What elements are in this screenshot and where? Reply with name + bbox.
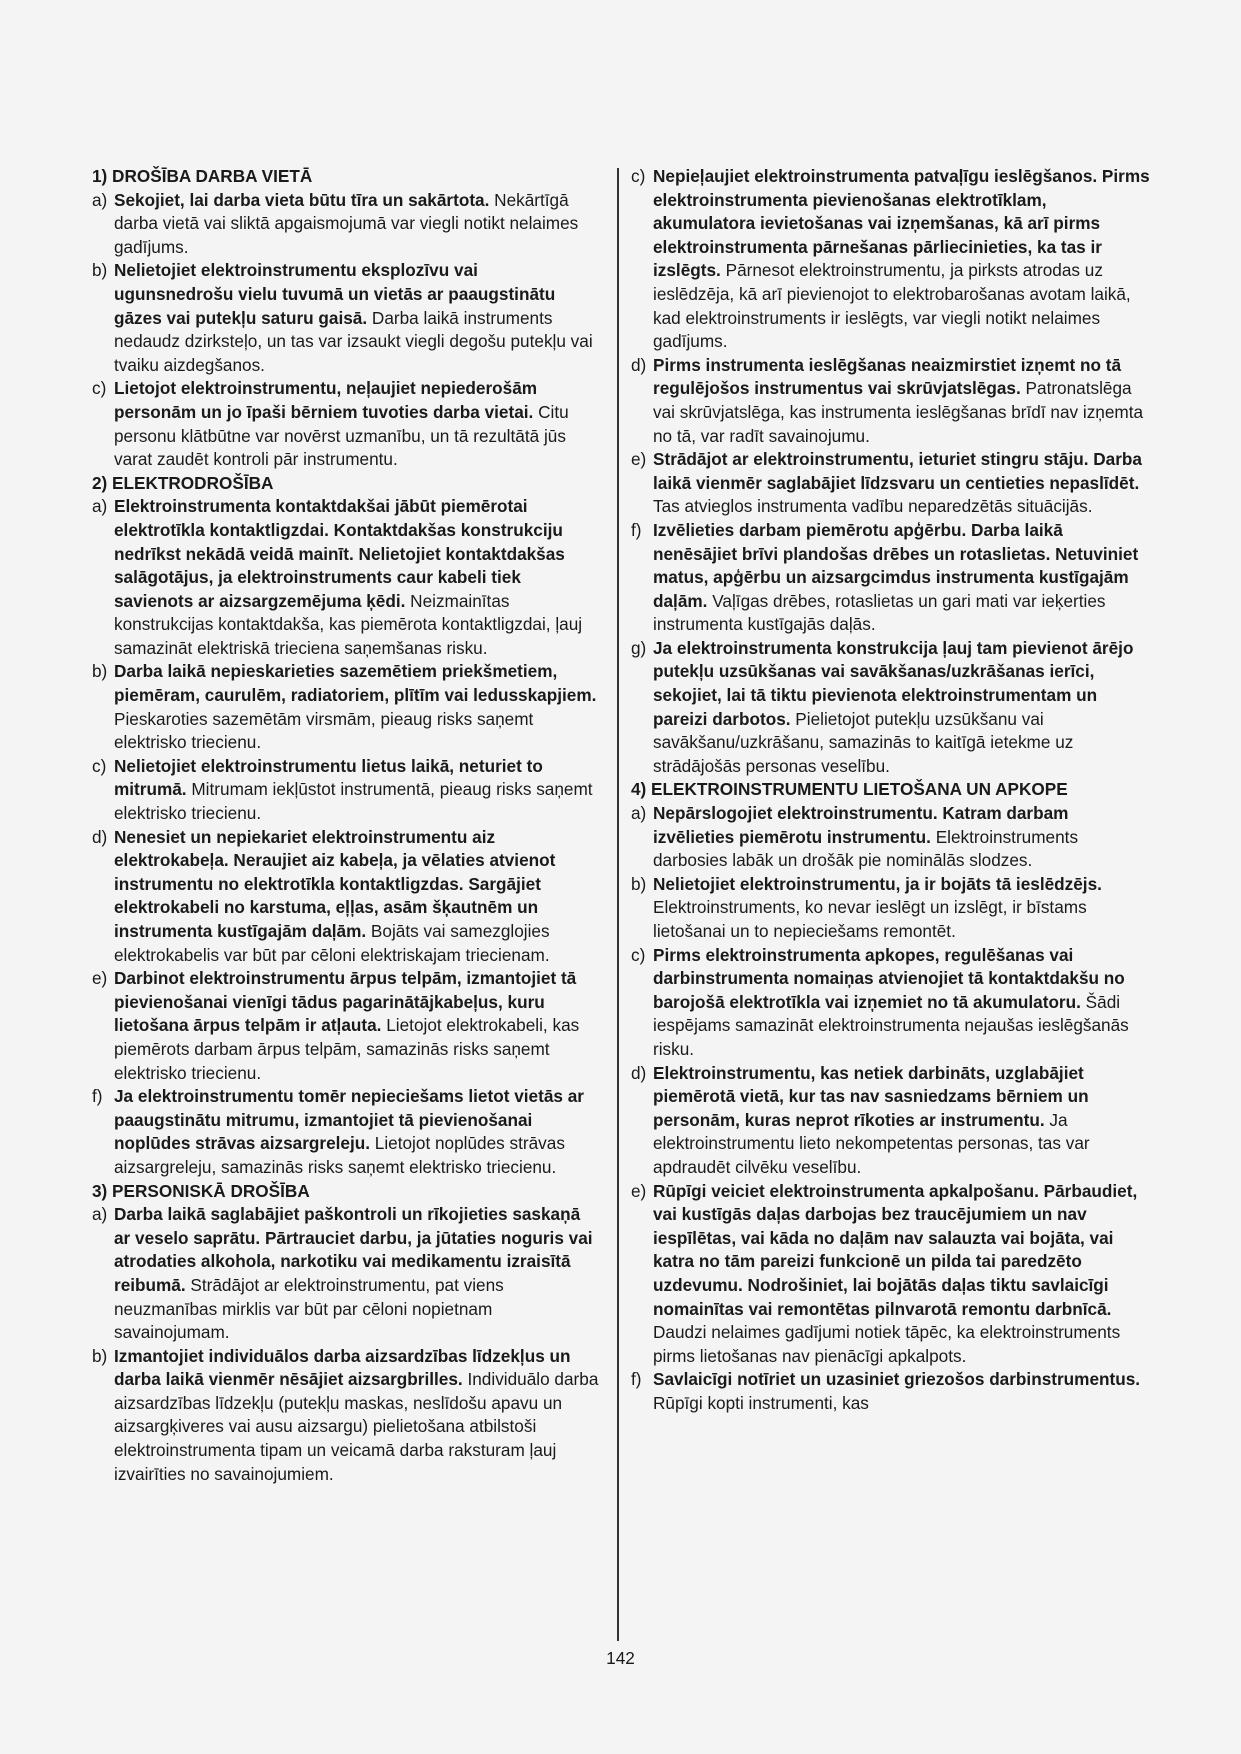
list-item bbox=[92, 377, 600, 471]
list-item bbox=[92, 826, 600, 968]
list-item bbox=[92, 755, 600, 826]
item-text bbox=[653, 165, 1151, 354]
item-normal-text: Lietojot noplūdes strāvas aizsargreleju, samazinās risks saņemt elektrisko triecienu. bbox=[114, 1133, 565, 1177]
list-item bbox=[92, 189, 600, 260]
list-item bbox=[631, 519, 1151, 637]
item-normal-text: Patronatslēga vai skrūvjatslēga, kas instrumenta ieslēgšanas brīdī nav izņemta no tā, var radīt savainojumu. bbox=[653, 378, 1144, 446]
page-number: 142 bbox=[606, 1648, 635, 1668]
item-bold-text: Elektroinstrumentu, kas netiek darbināts, uzglabājiet piemērotā vietā, kur tas nav sasniedzams bērniem un personām, kuras neprot rīkoties ar instrumentu. bbox=[653, 1062, 1089, 1130]
item-bold-text: Nepārslogojiet elektroinstrumentu. Katram darbam izvēlieties piemērotu instrumentu. bbox=[653, 803, 1069, 847]
item-normal-text: Pārnesot elektroinstrumentu, ja pirksts atrodas uz ieslēdzēja, kā arī pievienojot to elektrobarošanas avotam laikā, kad elektroinstruments ir ieslēgts, var viegli notikt nelaimes gadījums. bbox=[653, 260, 1131, 352]
list-item bbox=[631, 165, 1151, 354]
item-bold-text: Nelietojiet elektroinstrumentu eksplozīvu vai ugunsnedrošu vielu tuvumā un vietās ar paaugstinātu gāzes vai putekļu saturu gaisā. bbox=[114, 260, 556, 328]
item-normal-text: Rūpīgi kopti instrumenti, kas bbox=[653, 1392, 869, 1413]
list-item bbox=[631, 637, 1151, 779]
right-column bbox=[631, 165, 1151, 1415]
list-item bbox=[631, 1180, 1151, 1369]
item-text bbox=[114, 259, 600, 377]
item-text bbox=[653, 1062, 1151, 1180]
item-text bbox=[114, 1345, 600, 1487]
item-marker: g) bbox=[631, 637, 647, 658]
list-item bbox=[631, 802, 1151, 873]
item-bold-text: Darba laikā nepieskarieties sazemētiem priekšmetiem, piemēram, caurulēm, radiatoriem, plītīm vai ledusskapjiem. bbox=[114, 661, 597, 706]
item-bold-text: Lietojot elektroinstrumentu, neļaujiet nepiederošām personām un jo īpaši bērniem tuvoties darba vietai. bbox=[114, 378, 538, 422]
item-normal-text: Lietojot elektrokabeli, kas piemērots darbam ārpus telpām, samazinās risks saņemt elektrisko triecienu. bbox=[114, 1015, 580, 1083]
item-marker: e) bbox=[631, 449, 647, 470]
item-text bbox=[114, 967, 600, 1085]
item-marker: a) bbox=[631, 803, 647, 824]
list-item bbox=[631, 1062, 1151, 1180]
item-marker: b) bbox=[92, 1345, 108, 1366]
item-bold-text: Darba laikā saglabājiet paškontroli un rīkojieties saskaņā ar veselo saprātu. Pārtrauciet darbu, ja jūtaties noguris vai atrodaties alkohola, narkotiku vai medikamentu izraisītā reibumā. bbox=[114, 1204, 593, 1295]
item-text bbox=[653, 944, 1151, 1062]
item-normal-text: Elektroinstruments, ko nevar ieslēgt un izslēgt, ir bīstams lietošanai un to nepieciešams remontēt. bbox=[653, 897, 1087, 941]
item-bold-text: Izvēlieties darbam piemērotu apģērbu. Darba laikā nenēsājiet brīvi plandošas drēbes un rotaslietas. Netuviniet matus, apģērbu un aizsargcimdus instrumenta kustīgajām daļām. bbox=[653, 519, 1139, 611]
item-bold-text: Ja elektroinstrumentu tomēr nepieciešams lietot vietās ar paaugstinātu mitrumu, izmantojiet tā pievienošanai noplūdes strāvas aizsargreleju. bbox=[114, 1086, 584, 1154]
item-normal-text: Darba laikā instruments nedaudz dzirksteļo, un tas var izsaukt viegli degošu putekļu vai tvaiku aizdegšanos. bbox=[114, 307, 593, 375]
item-text bbox=[114, 660, 600, 754]
item-bold-text: Darbinot elektroinstrumentu ārpus telpām, izmantojiet tā pievienošanai vienīgi tādus pagarinātājkabeļus, kuru lietošana ārpus telpām ir atļauta. bbox=[114, 968, 577, 1036]
item-text bbox=[114, 1203, 600, 1345]
item-normal-text: Citu personu klātbūtne var novērst uzmanību, un tā rezultātā jūs varat zaudēt kontroli pār instrumentu. bbox=[114, 401, 569, 470]
item-text bbox=[653, 1180, 1151, 1369]
list-item bbox=[631, 354, 1151, 448]
item-normal-text: Pieskaroties sazemētām virsmām, pieaug risks saņemt elektrisko triecienu. bbox=[114, 708, 534, 753]
item-normal-text: Nekārtīgā darba vietā vai sliktā apgaismojumā var viegli notikt nelaimes gadījums. bbox=[114, 189, 579, 257]
item-marker: d) bbox=[92, 826, 108, 847]
item-marker: a) bbox=[92, 189, 108, 210]
item-text bbox=[653, 448, 1151, 519]
item-bold-text: Ja elektroinstrumenta konstrukcija ļauj tam pievienot ārējo putekļu uzsūkšanas vai savākšanas/uzkrāšanas ierīci, sekojiet, lai tā tiktu pievienota elektroinstrumentam un pareizi darbotos. bbox=[653, 637, 1134, 729]
item-text bbox=[653, 873, 1151, 944]
item-text bbox=[653, 802, 1151, 873]
item-text bbox=[114, 755, 600, 826]
item-text bbox=[653, 354, 1151, 448]
item-marker: f) bbox=[631, 1369, 642, 1390]
item-bold-text: Nelietojiet elektroinstrumentu, ja ir bojāts tā ieslēdzējs. bbox=[653, 873, 1102, 894]
list-item bbox=[631, 944, 1151, 1062]
section-heading: 1) DROŠĪBA DARBA VIETĀ bbox=[92, 166, 313, 186]
section-heading: 4) ELEKTROINSTRUMENTU LIETOŠANA UN APKOPE bbox=[631, 779, 1068, 800]
item-bold-text: Nenesiet un nepiekariet elektroinstrumentu aiz elektrokabeļa. Neraujiet aiz kabeļa, ja vēlaties atvienot instrumentu no elektrotīkla kontaktligzdas. Sargājiet elektrokabeli no karstuma, eļļas, asām šķautnēm un instrumenta kustīgajām daļām. bbox=[114, 826, 556, 941]
item-normal-text: Mitrumam iekļūstot instrumentā, pieaug risks saņemt elektrisko triecienu. bbox=[114, 779, 593, 824]
item-marker: e) bbox=[631, 1180, 647, 1201]
item-marker: c) bbox=[631, 944, 646, 965]
list-item bbox=[631, 873, 1151, 944]
item-text bbox=[653, 637, 1151, 779]
item-normal-text: Bojāts vai samezglojies elektrokabelis var būt par cēloni elektriskajam triecienam. bbox=[114, 921, 550, 965]
item-normal-text: Elektroinstruments darbosies labāk un drošāk pie nominālās slodzes. bbox=[653, 826, 1079, 871]
item-normal-text: Daudzi nelaimes gadījumi notiek tāpēc, ka elektroinstruments pirms lietošanas nav pienācīgi apkalpots. bbox=[653, 1322, 1121, 1366]
section-heading: 3) PERSONISKĀ DROŠĪBA bbox=[92, 1180, 310, 1201]
item-normal-text: Tas atvieglos instrumenta vadību neparedzētās situācijās. bbox=[653, 496, 1093, 517]
item-marker: b) bbox=[92, 661, 108, 682]
item-text bbox=[653, 1368, 1151, 1415]
column-divider bbox=[617, 168, 619, 1641]
item-normal-text: Ja elektroinstrumentu lieto nekompetentas personas, tas var apdraudēt cilvēku veselību. bbox=[653, 1109, 1090, 1177]
item-normal-text: Individuālo darba aizsardzības līdzekļu (putekļu maskas, neslīdošu apavu un aizsargķiveres vai ausu aizsargu) pielietošana atbilstoši elektroinstrumenta tipam un veicamā darba raksturam ļauj izvairīties no savainojumiem. bbox=[114, 1369, 599, 1484]
item-bold-text: Pirms instrumenta ieslēgšanas neaizmirstiet izņemt no tā regulējošos instrumentus vai skrūvjatslēgas. bbox=[653, 354, 1122, 399]
list-item bbox=[92, 660, 600, 754]
item-marker: a) bbox=[92, 496, 108, 517]
item-text bbox=[114, 189, 600, 260]
list-item bbox=[92, 1345, 600, 1487]
item-bold-text: Nepieļaujiet elektroinstrumenta patvaļīgu ieslēgšanos. Pirms elektroinstrumenta pievienošanas elektrotīklam, akumulatora ievietošanas vai izņemšanas, kā arī pirms elektroinstrumenta pārnešanas pārliecinieties, ka tas ir izslēgts. bbox=[653, 166, 1150, 281]
item-normal-text: Šādi iespējams samazināt elektroinstrumenta nejaušas ieslēgšanās risku. bbox=[653, 991, 1129, 1059]
list-item bbox=[92, 1203, 600, 1345]
list-item bbox=[92, 1085, 600, 1179]
list-item bbox=[631, 1368, 1151, 1415]
item-bold-text: Strādājot ar elektroinstrumentu, ieturiet stingru stāju. Darba laikā vienmēr saglabājiet līdzsvaru un centieties nepaslīdēt. bbox=[653, 449, 1142, 493]
item-marker: d) bbox=[631, 1062, 647, 1083]
item-bold-text: Rūpīgi veiciet elektroinstrumenta apkalpošanu. Pārbaudiet, vai kustīgās daļas darbojas bez traucējumiem un nav iespīlētas, vai kāda no daļām nav salauzta vai bojāta, vai katra no tām pareizi funkcionē un pilda tai paredzēto uzdevumu. Nodrošiniet, lai bojātās daļas tiktu savlaicīgi nomainītas vai remontētas pilnvarotā remontu darbnīcā. bbox=[653, 1180, 1138, 1319]
item-bold-text: Savlaicīgi notīriet un uzasiniet griezošos darbinstrumentus. bbox=[653, 1369, 1141, 1390]
item-marker: a) bbox=[92, 1204, 108, 1225]
item-bold-text: Izmantojiet individuālos darba aizsardzības līdzekļus un darba laikā vienmēr nēsājiet aizsargbrilles. bbox=[114, 1345, 571, 1390]
item-normal-text: Pielietojot putekļu uzsūkšanu vai savākšanu/uzkrāšanu, samazinās to kaitīgā ietekme uz strādājošās personas veselību. bbox=[653, 708, 1074, 776]
item-marker: b) bbox=[631, 873, 647, 894]
item-bold-text: Sekojiet, lai darba vieta būtu tīra un sakārtota. bbox=[114, 189, 490, 210]
item-marker: d) bbox=[631, 354, 647, 375]
item-marker: c) bbox=[631, 166, 646, 186]
list-item bbox=[92, 967, 600, 1085]
item-marker: c) bbox=[92, 378, 107, 399]
section-heading: 2) ELEKTRODROŠĪBA bbox=[92, 472, 274, 493]
item-marker: e) bbox=[92, 968, 108, 989]
item-marker: c) bbox=[92, 755, 107, 776]
item-text bbox=[653, 519, 1151, 637]
item-text bbox=[114, 495, 600, 660]
item-normal-text: Strādājot ar elektroinstrumentu, pat viens neuzmanības mirklis var būt par cēloni nopietnam savainojumam. bbox=[114, 1274, 504, 1343]
item-text bbox=[114, 826, 600, 968]
item-normal-text: Vaļīgas drēbes, rotaslietas un gari mati var ieķerties instrumenta kustīgajās daļās. bbox=[653, 590, 1106, 635]
item-bold-text: Elektroinstrumenta kontaktdakšai jābūt piemērotai elektrotīkla kontaktligzdai. Kontaktdakšas konstrukciju nedrīkst nekādā veidā mainīt. Nelietojiet kontaktdakšas salāgotājus, ja elektroinstruments caur kabeli tiek savienots ar aizsargzemējuma ķēdi. bbox=[114, 496, 565, 611]
list-item bbox=[631, 448, 1151, 519]
list-item bbox=[92, 495, 600, 660]
item-normal-text: Neizmainītas konstrukcijas kontaktdakša, kas piemērota kontaktligzdai, ļauj samazināt elektriskā trieciena saņemšanas risku. bbox=[114, 590, 583, 658]
item-marker: f) bbox=[631, 519, 642, 540]
item-bold-text: Nelietojiet elektroinstrumentu lietus laikā, neturiet to mitrumā. bbox=[114, 755, 543, 800]
left-column bbox=[92, 165, 600, 1486]
item-text bbox=[114, 377, 600, 471]
item-bold-text: Pirms elektroinstrumenta apkopes, regulēšanas vai darbinstrumenta nomaiņas atvienojiet tā kontaktdakšu no barojošā elektrotīkla vai izņemiet no tā akumulatoru. bbox=[653, 944, 1125, 1012]
item-marker: f) bbox=[92, 1086, 103, 1107]
item-text bbox=[114, 1085, 600, 1179]
list-item bbox=[92, 259, 600, 377]
item-marker: b) bbox=[92, 260, 108, 281]
